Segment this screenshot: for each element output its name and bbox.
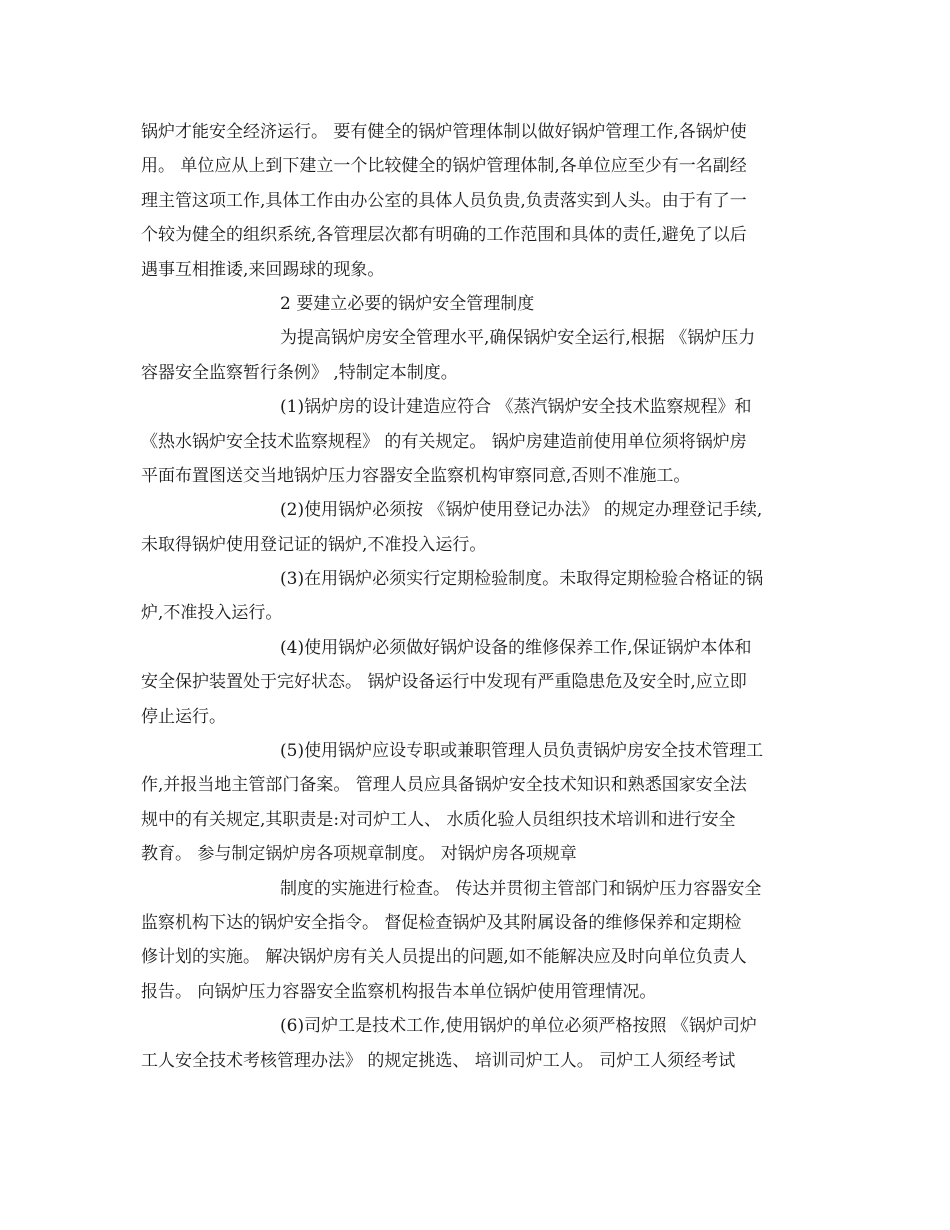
text-line: 停止运行。 [141, 706, 226, 727]
text-line: 监察机构下达的锅炉安全指令。 督促检查锅炉及其附属设备的维修保养和定期检 [141, 912, 742, 933]
text-line: 作,并报当地主管部门备案。 管理人员应具备锅炉安全技术知识和熟悉国家安全法 [141, 775, 747, 796]
text-line: 用。 单位应从上到下建立一个比较健全的锅炉管理体制,各单位应至少有一名副经 [141, 156, 747, 177]
text-line: 《热水锅炉安全技术监察规程》 的有关规定。 锅炉房建造前使用单位须将锅炉房 [141, 431, 747, 452]
text-line: (1)锅炉房的设计建造应符合 《蒸汽锅炉安全技术监察规程》和 [280, 397, 752, 418]
text-line: 制度的实施进行检查。 传达并贯彻主管部门和锅炉压力容器安全 [280, 878, 762, 899]
text-line: 未取得锅炉使用登记证的锅炉,不准投入运行。 [141, 534, 487, 555]
text-line: 2 要建立必要的锅炉安全管理制度 [280, 293, 535, 314]
text-line: 遇事互相推诿,来回踢球的现象。 [141, 259, 385, 280]
text-line: (2)使用锅炉必须按 《锅炉使用登记办法》 的规定办理登记手续, [280, 500, 763, 521]
text-line: (5)使用锅炉应设专职或兼职管理人员负责锅炉房安全技术管理工 [280, 741, 764, 762]
text-line: (6)司炉工是技术工作,使用锅炉的单位必须严格按照 《锅炉司炉 [280, 1016, 757, 1037]
text-line: 工人安全技术考核管理办法》 的规定挑选、 培训司炉工人。 司炉工人须经考试 [141, 1050, 736, 1071]
text-line: 个较为健全的组织系统,各管理层次都有明确的工作范围和具体的责任,避免了以后 [141, 225, 747, 246]
text-line: 报告。 向锅炉压力容器安全监察机构报告本单位锅炉使用管理情况。 [141, 981, 657, 1002]
text-line: 安全保护装置处于完好状态。 锅炉设备运行中发现有严重隐患危及安全时,应立即 [141, 672, 747, 693]
body-text [141, 115, 813, 1078]
text-line: 平面布置图送交当地锅炉压力容器安全监察机构审察同意,否则不准施工。 [141, 465, 691, 486]
text-line: 教育。 参与制定锅炉房各项规章制度。 对锅炉房各项规章 [141, 844, 577, 865]
text-line: 规中的有关规定,其职责是:对司炉工人、 水质化验人员组织技术培训和进行安全 [141, 809, 736, 830]
text-line: (3)在用锅炉必须实行定期检验制度。未取得定期检验合格证的锅 [280, 569, 764, 590]
text-line: 锅炉才能安全经济运行。 要有健全的锅炉管理体制以做好锅炉管理工作,各锅炉使 [141, 122, 747, 142]
text-line: 理主管这项工作,具体工作由办公室的具体人员负贵,负责落实到人头。由于有了一 [141, 190, 747, 211]
text-line: 修计划的实施。 解决锅炉房有关人员提出的问题,如不能解决应及时向单位负责人 [141, 947, 747, 968]
text-line: 容器安全监察暂行条例》 ,特制定本制度。 [141, 362, 458, 383]
text-line: 炉,不准投入运行。 [141, 603, 283, 624]
text-line: (4)使用锅炉必须做好锅炉设备的维修保养工作,保证锅炉本体和 [280, 637, 752, 658]
text-line: 为提高锅炉房安全管理水平,确保锅炉安全运行,根据 《锅炉压力 [280, 328, 756, 349]
